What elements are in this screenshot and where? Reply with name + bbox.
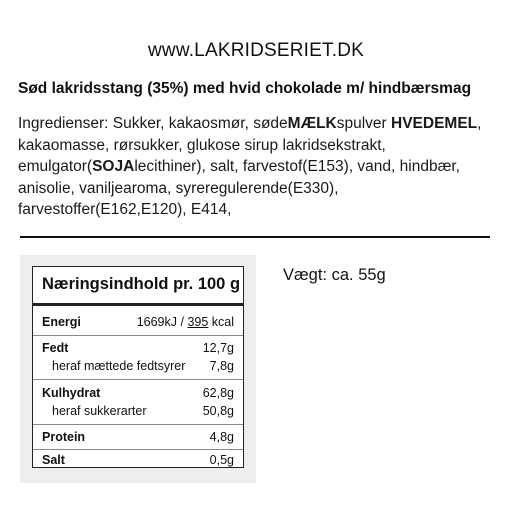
allergen-soy: SOJA: [92, 158, 135, 175]
ingredients-part: , kakaomasse, rørsukker, glukose sirup lakridsekstrakt, emulgator(: [18, 115, 482, 175]
protein-value: 4,8g: [209, 430, 234, 444]
nutrition-panel: [20, 255, 256, 483]
allergen-wheat: HVEDEMEL: [391, 115, 478, 132]
energy-label: Energi: [42, 315, 81, 329]
nutrition-separator: [33, 303, 243, 306]
energy-kcal: 395: [187, 315, 209, 329]
energy-kcal-unit: kcal: [208, 315, 234, 329]
fat-label: Fedt: [42, 341, 69, 355]
nutrition-separator: [33, 449, 243, 450]
sugars-label: heraf sukkerarter: [52, 404, 147, 418]
ingredients-part: spulver: [336, 115, 392, 132]
ingredients-text: [18, 113, 496, 221]
ingredients-part: Sukker, kakaosmør, søde: [112, 115, 288, 132]
site-url: www.LAKRIDSERIET.DK: [147, 40, 365, 61]
nutrition-title: Næringsindhold pr. 100 g: [42, 275, 241, 293]
product-title: Sød lakridsstang (35%) med hvid chokolade m/ hindbærsmag: [18, 80, 472, 97]
energy-separator: /: [177, 315, 188, 329]
ingredients-part: lecithiner), salt, farvestof(E153), vand, hindbær, anisolie, vaniljearoma, syreregulerende(E330), farvestoffer(E162,E120), E414,: [18, 158, 460, 218]
carbohydrate-value: 62,8g: [202, 386, 234, 400]
ingredients-label: Ingredienser:: [18, 115, 113, 132]
weight-text: Vægt: ca. 55g: [283, 266, 386, 284]
salt-value: 0,5g: [209, 453, 234, 467]
salt-label: Salt: [42, 453, 65, 467]
protein-label: Protein: [42, 430, 86, 444]
divider-line: [20, 236, 490, 238]
allergen-milk: MÆLK: [287, 115, 337, 132]
sugars-value: 50,8g: [202, 404, 234, 418]
nutrition-separator: [33, 335, 243, 336]
nutrition-separator: [33, 379, 243, 380]
energy-kj: 1669kJ: [136, 315, 178, 329]
saturated-fat-label: heraf mættede fedtsyrer: [52, 359, 186, 373]
nutrition-table: [32, 266, 244, 468]
energy-value: [137, 315, 234, 329]
saturated-fat-value: 7,8g: [209, 359, 234, 373]
nutrition-separator: [33, 424, 243, 425]
carbohydrate-label: Kulhydrat: [42, 386, 101, 400]
fat-value: 12,7g: [202, 341, 234, 355]
